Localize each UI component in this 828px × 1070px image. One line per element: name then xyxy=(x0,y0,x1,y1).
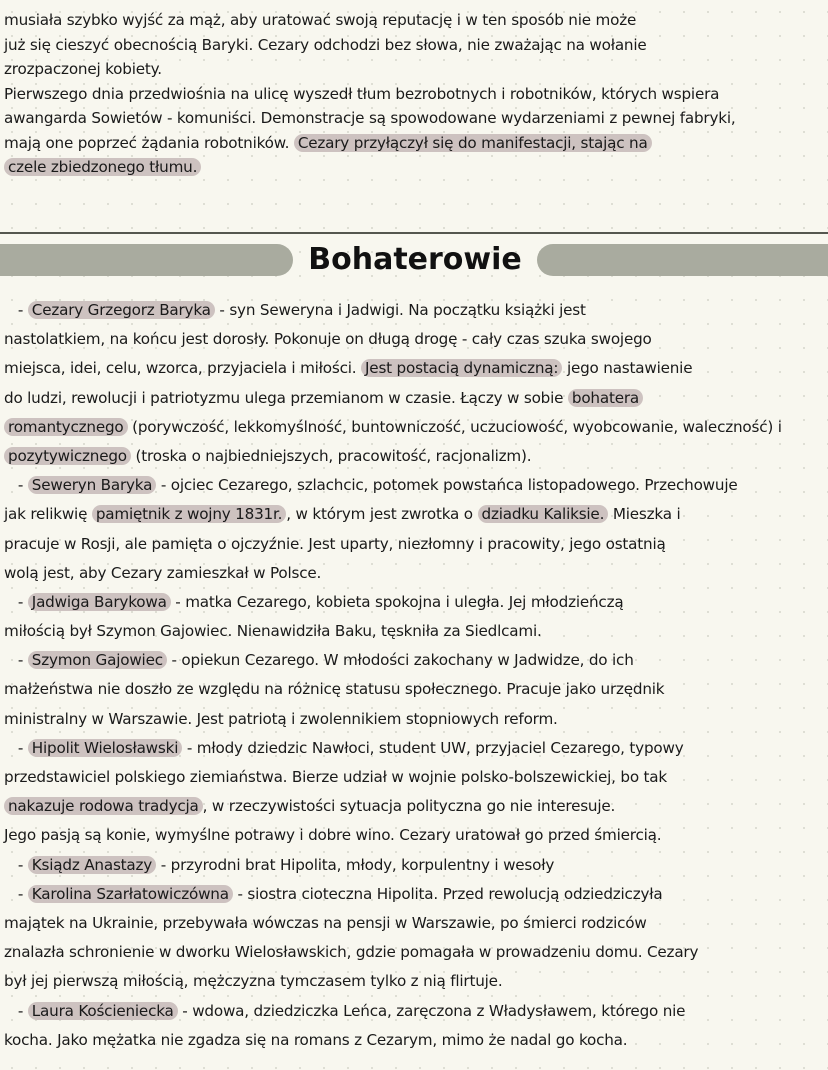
text-segment: - siostra cioteczna Hipolita. Przed rewolucją odziedziczyła xyxy=(232,884,663,903)
section-banner xyxy=(0,238,828,282)
text-line xyxy=(4,909,820,938)
text-line xyxy=(4,155,820,180)
text-line xyxy=(4,997,820,1026)
text-line xyxy=(4,131,820,156)
text-line xyxy=(4,325,820,354)
text-line xyxy=(4,500,820,529)
text-segment: małżeństwa nie doszło ze względu na różnicę statusu społecznego. Pracuje jako urzędnik xyxy=(4,680,665,699)
text-segment: jego nastawienie xyxy=(562,359,693,378)
text-segment: - xyxy=(4,855,28,874)
text-segment: mają one poprzeć żądania robotników. xyxy=(4,133,294,152)
text-segment: - przyrodni brat Hipolita, młody, korpulentny i wesoły xyxy=(156,855,555,874)
text-segment: - xyxy=(4,476,28,495)
text-line xyxy=(4,734,820,763)
text-segment: Jego pasją są konie, wymyślne potrawy i dobre wino. Cezary uratował go przed śmiercią. xyxy=(4,826,662,845)
text-segment: wolą jest, aby Cezary zamieszkał w Polsce. xyxy=(4,563,322,582)
text-line xyxy=(4,471,820,500)
highlighted-text: nakazuje rodowa tradycja xyxy=(4,797,203,815)
text-segment: Mieszka i xyxy=(608,505,681,524)
text-line xyxy=(4,384,820,413)
text-segment: - xyxy=(4,592,28,611)
highlighted-text: pamiętnik z wojny 1831r. xyxy=(92,505,286,523)
text-segment: , w rzeczywistości sytuacja polityczna go nie interesuje. xyxy=(202,797,616,816)
characters-list xyxy=(4,296,820,1055)
banner-pill-left xyxy=(0,244,293,276)
text-segment: Pierwszego dnia przedwiośnia na ulicę wyszedł tłum bezrobotnych i robotników, których wspiera xyxy=(4,84,720,103)
highlighted-text: romantycznego xyxy=(4,418,128,436)
text-segment: (porywczość, lekkomyślność, buntowniczość, uczuciowość, wyobcowanie, waleczność) i xyxy=(127,417,782,436)
text-line xyxy=(4,57,820,82)
highlighted-text: Cezary przyłączył się do manifestacji, stając na xyxy=(294,134,652,152)
text-line xyxy=(4,530,820,559)
text-line xyxy=(4,8,820,33)
text-segment: do ludzi, rewolucji i patriotyzmu ulega przemianom w czasie. Łączy w sobie xyxy=(4,388,568,407)
text-segment: awangarda Sowietów - komuniści. Demonstracje są spowodowane wydarzeniami z pewnej fabryki, xyxy=(4,109,736,127)
highlighted-text: Laura Kościeniecka xyxy=(28,1002,178,1020)
text-segment: majątek na Ukrainie, przebywała wówczas na pensji w Warszawie, po śmierci rodziców xyxy=(4,913,647,932)
text-line xyxy=(4,354,820,383)
text-segment: - xyxy=(4,301,28,319)
text-line xyxy=(4,588,820,617)
text-line xyxy=(4,763,820,792)
text-segment: nastolatkiem, na końcu jest dorosły. Pokonuje on długą drogę - cały czas szuka swojego xyxy=(4,330,652,349)
highlighted-text: Jadwiga Barykowa xyxy=(28,593,171,611)
text-line xyxy=(4,82,820,107)
section-title: Bohaterowie xyxy=(308,242,522,277)
text-segment: (troska o najbiedniejszych, pracowitość, racjonalizm). xyxy=(130,446,532,465)
text-segment: przedstawiciel polskiego ziemiaństwa. Bierze udział w wojnie polsko-bolszewickiej, bo tak xyxy=(4,768,668,786)
highlighted-text: Hipolit Wielosławski xyxy=(28,739,182,757)
banner-pill-right xyxy=(537,244,828,276)
text-segment: - xyxy=(4,1001,28,1020)
highlighted-text: dziadku Kaliksie. xyxy=(478,505,609,523)
text-segment: znalazła schronienie w dworku Wielosławskich, gdzie pomagała w prowadzeniu domu. Cezary xyxy=(4,943,699,962)
text-line xyxy=(4,1026,820,1055)
text-segment: musiała szybko wyjść za mąż, aby uratować swoją reputację i w ten sposób nie może xyxy=(4,11,637,29)
text-segment: - ojciec Cezarego, szlachcic, potomek powstańca listopadowego. Przechowuje xyxy=(156,476,738,495)
text-line xyxy=(4,106,820,131)
text-segment: , w którym jest zwrotka o xyxy=(286,505,478,524)
highlighted-text: Szymon Gajowiec xyxy=(28,651,167,669)
text-line xyxy=(4,967,820,996)
text-line xyxy=(4,442,820,471)
text-line xyxy=(4,617,820,646)
text-line xyxy=(4,413,820,442)
text-line xyxy=(4,559,820,588)
text-segment: - xyxy=(4,738,28,757)
highlighted-text: Seweryn Baryka xyxy=(28,476,156,494)
text-line xyxy=(4,675,820,704)
text-segment: miejsca, idei, celu, wzorca, przyjaciela i miłości. xyxy=(4,359,362,378)
text-line xyxy=(4,705,820,734)
highlighted-text: pozytywicznego xyxy=(4,447,131,465)
text-segment: - matka Cezarego, kobieta spokojna i uległa. Jej młodzieńczą xyxy=(170,592,624,611)
text-line xyxy=(4,938,820,967)
highlighted-text: Karolina Szarłatowiczówna xyxy=(28,885,233,903)
highlighted-text: czele zbiedzonego tłumu. xyxy=(4,158,201,176)
section-divider xyxy=(0,232,828,234)
text-line xyxy=(4,296,820,325)
highlighted-text: Jest postacią dynamiczną: xyxy=(361,359,562,377)
text-segment: zrozpaczonej kobiety. xyxy=(4,60,162,78)
text-segment: miłością był Szymon Gajowiec. Nienawidziła Baku, tęskniła za Siedlcami. xyxy=(4,622,542,641)
highlighted-text: Ksiądz Anastazy xyxy=(28,856,156,874)
highlighted-text: Cezary Grzegorz Baryka xyxy=(28,301,215,319)
text-line xyxy=(4,792,820,821)
text-segment: pracuje w Rosji, ale pamięta o ojczyźnie. Jest uparty, niezłomny i pracowity, jego ostatnią xyxy=(4,534,666,553)
text-segment: już się cieszyć obecnością Baryki. Cezary odchodzi bez słowa, nie zważając na wołanie xyxy=(4,35,647,54)
text-line xyxy=(4,821,820,850)
text-segment: ministralny w Warszawie. Jest patriotą i zwolennikiem stopniowych reform. xyxy=(4,709,558,728)
text-line xyxy=(4,880,820,909)
text-segment: - xyxy=(4,651,28,670)
text-line xyxy=(4,33,820,58)
intro-paragraph xyxy=(4,8,820,180)
text-segment: - opiekun Cezarego. W młodości zakochany w Jadwidze, do ich xyxy=(166,651,634,670)
text-segment: był jej pierwszą miłością, mężczyzna tymczasem tylko z nią flirtuje. xyxy=(4,972,503,991)
text-segment: - młody dziedzic Nawłoci, student UW, przyjaciel Cezarego, typowy xyxy=(182,738,684,757)
text-segment: kocha. Jako mężatka nie zgadza się na romans z Cezarym, mimo że nadal go kocha. xyxy=(4,1030,628,1049)
text-line xyxy=(4,646,820,675)
text-segment: - wdowa, dziedziczka Leńca, zaręczona z Władysławem, którego nie xyxy=(177,1001,686,1020)
text-segment: - xyxy=(4,884,28,903)
text-line xyxy=(4,851,820,880)
text-segment: - syn Seweryna i Jadwigi. Na początku książki jest xyxy=(214,301,586,319)
highlighted-text: bohatera xyxy=(568,389,643,407)
text-segment: jak relikwię xyxy=(4,505,92,524)
